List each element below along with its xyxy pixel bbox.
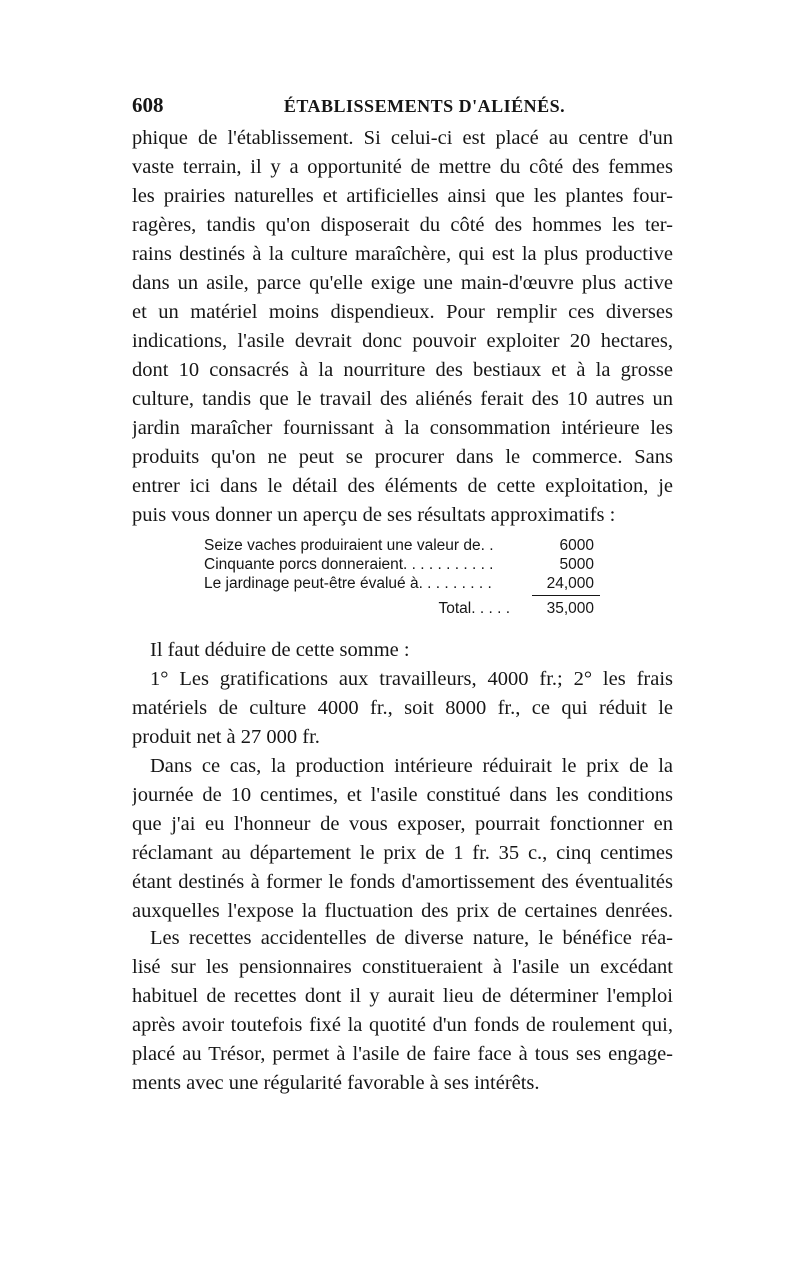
text-line: entrer ici dans le détail des éléments de cette exploitation, je: [132, 475, 673, 497]
text-line: dans un asile, parce qu'elle exige une main-d'œuvre plus active: [132, 272, 673, 294]
table-row: [204, 536, 600, 555]
text-line: habituel de recettes dont il y aurait lieu de déterminer l'emploi: [132, 985, 673, 1007]
text-line: dont 10 consacrés à la nourriture des bestiaux et à la grosse: [132, 359, 673, 381]
row-label: Le jardinage peut-être évalué à. . . . . . . . .: [204, 575, 492, 592]
row-label: Cinquante porcs donneraient. . . . . . . . . . .: [204, 556, 494, 573]
text-line: phique de l'établissement. Si celui-ci est placé au centre d'un: [132, 127, 673, 149]
text-line: placé au Trésor, permet à l'asile de faire face à tous ses engage-: [132, 1043, 673, 1065]
sum-rule: [532, 595, 600, 596]
text-line: réclamant au département le prix de 1 fr. 35 c., cinq centimes: [132, 842, 673, 864]
text-line: jardin maraîcher fournissant à la consommation intérieure les: [132, 417, 673, 439]
paragraph-4: [132, 924, 673, 1098]
running-head: ÉTABLISSEMENTS D'ALIÉNÉS.: [283, 96, 566, 116]
text-line: Il faut déduire de cette somme :: [150, 639, 410, 661]
total-row: [204, 599, 600, 618]
paragraph-3: [132, 752, 673, 926]
paragraph-2: [132, 636, 673, 752]
text-line: les prairies naturelles et artificielles ainsi que les plantes four-: [132, 185, 673, 207]
total-value: 35,000: [546, 600, 594, 617]
text-line: ragères, tandis qu'on disposerait du côté des hommes les ter-: [132, 214, 673, 236]
text-line: culture, tandis que le travail des aliénés ferait des 10 autres un: [132, 388, 673, 410]
paragraph-1: [132, 124, 673, 530]
text-line: et un matériel moins dispendieux. Pour remplir ces diverses: [132, 301, 673, 323]
text-line: après avoir toutefois fixé la quotité d'un fonds de roulement qui,: [132, 1014, 673, 1036]
revenue-table: [204, 536, 600, 618]
text-line: auxquelles l'expose la fluctuation des prix de certaines denrées.: [132, 900, 673, 922]
text-line: journée de 10 centimes, et l'asile constitué dans les conditions: [132, 784, 673, 806]
text-line: Dans ce cas, la production intérieure réduirait le prix de la: [150, 755, 673, 777]
text-line: étant destinés à former le fonds d'amortissement des éventualités: [132, 871, 673, 893]
row-value: 6000: [559, 537, 594, 554]
row-value: 24,000: [546, 575, 594, 592]
text-line: lisé sur les pensionnaires constitueraient à l'asile un excédant: [132, 956, 673, 978]
page-number: 608: [132, 93, 164, 117]
text-line: vaste terrain, il y a opportunité de mettre du côté des femmes: [132, 156, 673, 178]
text-line: puis vous donner un aperçu de ses résultats approximatifs :: [132, 504, 616, 526]
table-row: [204, 555, 600, 574]
text-line: produits qu'on ne peut se procurer dans le commerce. Sans: [132, 446, 673, 468]
text-line: produit net à 27 000 fr.: [132, 726, 320, 748]
text-line: indications, l'asile devrait donc pouvoir exploiter 20 hectares,: [132, 330, 673, 352]
text-line: ments avec une régularité favorable à ses intérêts.: [132, 1072, 540, 1094]
text-line: rains destinés à la culture maraîchère, qui est la plus productive: [132, 243, 673, 265]
text-line: Les recettes accidentelles de diverse nature, le bénéfice réa-: [150, 927, 673, 949]
row-value: 5000: [559, 556, 594, 573]
text-line: que j'ai eu l'honneur de vous exposer, pourrait fonctionner en: [132, 813, 673, 835]
row-label: Seize vaches produiraient une valeur de. .: [204, 537, 494, 554]
text-line: 1° Les gratifications aux travailleurs, 4000 fr.; 2° les frais: [150, 668, 673, 690]
text-line: matériels de culture 4000 fr., soit 8000 fr., ce qui réduit le: [132, 697, 673, 719]
table-row: [204, 574, 600, 593]
page-header: [132, 93, 673, 125]
total-label: Total. . . . .: [438, 600, 510, 617]
